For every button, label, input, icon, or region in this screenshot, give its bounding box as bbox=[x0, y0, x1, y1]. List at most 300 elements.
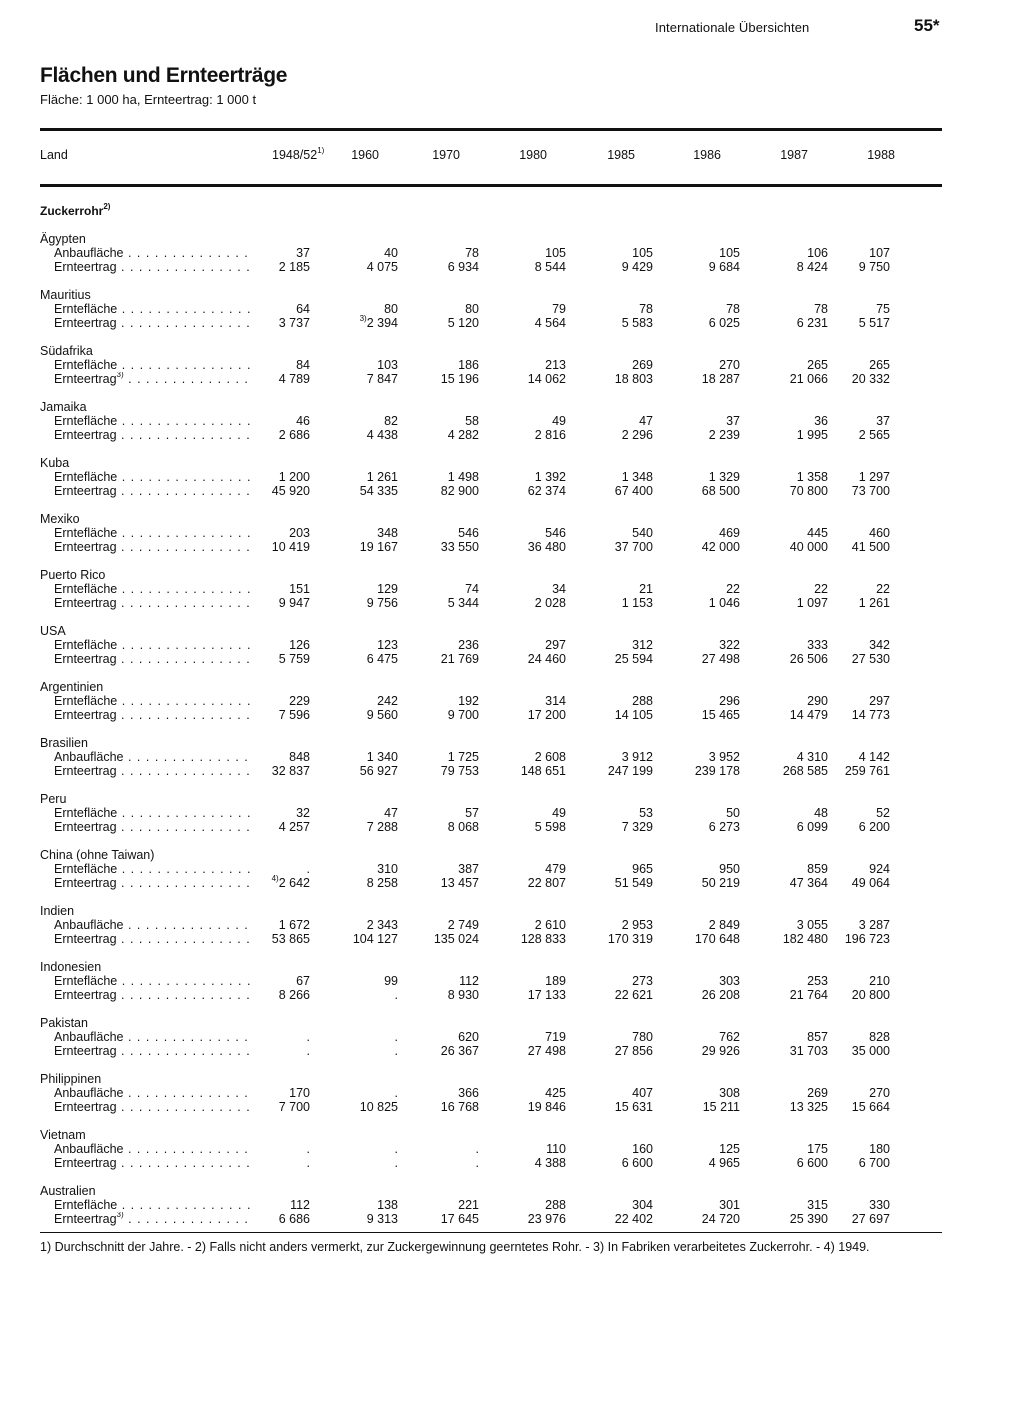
row-label: Anbaufläche . . . bbox=[54, 1030, 250, 1044]
table-cell: 269 bbox=[632, 358, 653, 372]
table-cell: 296 bbox=[719, 694, 740, 708]
table-cell: 242 bbox=[377, 694, 398, 708]
table-cell: 17 645 bbox=[440, 1212, 479, 1226]
row-label: Ernteertrag . . . bbox=[54, 988, 250, 1002]
table-cell: 270 bbox=[869, 1086, 890, 1100]
table-cell: 106 bbox=[807, 246, 828, 260]
table-cell: 6 600 bbox=[796, 1156, 828, 1170]
table-cell: 1 672 bbox=[278, 918, 310, 932]
row-label: Ernteertrag . . . bbox=[54, 1156, 250, 1170]
table-cell: 2 610 bbox=[534, 918, 566, 932]
table-cell: . bbox=[394, 1156, 398, 1170]
country-name: Kuba bbox=[40, 456, 70, 470]
table-row bbox=[0, 1212, 1024, 1227]
row-label: Ernteertrag . . . bbox=[54, 820, 250, 834]
country-name: Pakistan bbox=[40, 1016, 88, 1030]
table-cell: 546 bbox=[458, 526, 479, 540]
row-label: Erntefläche . . . bbox=[54, 638, 250, 652]
table-cell: 546 bbox=[545, 526, 566, 540]
table-cell: 27 498 bbox=[527, 1044, 566, 1058]
table-cell: . bbox=[306, 1030, 310, 1044]
table-cell: . bbox=[394, 988, 398, 1002]
table-row bbox=[0, 316, 1024, 331]
table-cell: 99 bbox=[384, 974, 398, 988]
table-cell: 27 697 bbox=[851, 1212, 890, 1226]
table-cell: 247 199 bbox=[607, 764, 653, 778]
table-row bbox=[0, 820, 1024, 835]
table-cell: 24 720 bbox=[701, 1212, 740, 1226]
table-row bbox=[0, 806, 1024, 821]
country-block bbox=[0, 792, 1024, 848]
country-block bbox=[0, 568, 1024, 624]
table-cell: 4 564 bbox=[534, 316, 566, 330]
table-cell: 848 bbox=[289, 750, 310, 764]
table-cell: 6 600 bbox=[621, 1156, 653, 1170]
table-cell: 36 480 bbox=[527, 540, 566, 554]
table-cell: 40 bbox=[384, 246, 398, 260]
table-cell: 135 024 bbox=[433, 932, 479, 946]
footnote: 1) Durchschnitt der Jahre. - 2) Falls nicht anders vermerkt, zur Zuckergewinnung geerntetes Rohr. - 3) In Fabriken verarbeitetes Zuckerrohr. - 4) 1949. bbox=[40, 1240, 870, 1254]
table-row bbox=[0, 302, 1024, 317]
table-cell: 6 475 bbox=[366, 652, 398, 666]
table-row bbox=[0, 988, 1024, 1003]
table-cell: 54 335 bbox=[359, 484, 398, 498]
table-cell: 31 703 bbox=[789, 1044, 828, 1058]
country-name: Philippinen bbox=[40, 1072, 102, 1086]
table-cell: 3 737 bbox=[278, 316, 310, 330]
table-row bbox=[0, 484, 1024, 499]
table-cell: 407 bbox=[632, 1086, 653, 1100]
table-cell: 5 517 bbox=[858, 316, 890, 330]
table-row bbox=[0, 638, 1024, 653]
table-cell: 74 bbox=[465, 582, 479, 596]
table-cell: 15 631 bbox=[614, 1100, 653, 1114]
table-cell: 5 120 bbox=[447, 316, 479, 330]
table-cell: 9 750 bbox=[858, 260, 890, 274]
table-cell: 51 549 bbox=[614, 876, 653, 890]
table-cell: 445 bbox=[807, 526, 828, 540]
table-cell: 315 bbox=[807, 1198, 828, 1212]
table-cell: 5 598 bbox=[534, 820, 566, 834]
table-cell: . bbox=[306, 1044, 310, 1058]
table-cell: 46 bbox=[296, 414, 310, 428]
row-label: Ernteertrag . . . bbox=[54, 708, 250, 722]
table-cell: . bbox=[394, 1030, 398, 1044]
table-cell: 1 153 bbox=[621, 596, 653, 610]
table-cell: 1 097 bbox=[796, 596, 828, 610]
table-cell: 9 560 bbox=[366, 708, 398, 722]
table-cell: 37 bbox=[296, 246, 310, 260]
table-cell: 160 bbox=[632, 1142, 653, 1156]
table-cell: 14 773 bbox=[851, 708, 890, 722]
row-label: Anbaufläche . . . bbox=[54, 918, 250, 932]
page-title: Flächen und Ernteerträge bbox=[40, 64, 288, 87]
table-cell: 50 219 bbox=[701, 876, 740, 890]
table-cell: 75 bbox=[876, 302, 890, 316]
country-block bbox=[0, 400, 1024, 456]
row-label: Ernteertrag$^{3)}$ . . . bbox=[54, 1212, 250, 1226]
table-cell: 330 bbox=[869, 1198, 890, 1212]
table-cell: 107 bbox=[869, 246, 890, 260]
table-cell: 84 bbox=[296, 358, 310, 372]
table-cell: 4 789 bbox=[278, 372, 310, 386]
table-row bbox=[0, 582, 1024, 597]
table-cell: $^{4)}$2 642 bbox=[271, 874, 310, 890]
table-cell: 221 bbox=[458, 1198, 479, 1212]
table-cell: 18 803 bbox=[614, 372, 653, 386]
country-block bbox=[0, 624, 1024, 680]
country-name: Mauritius bbox=[40, 288, 91, 302]
table-cell: 26 208 bbox=[701, 988, 740, 1002]
table-cell: 37 bbox=[726, 414, 740, 428]
country-name: Südafrika bbox=[40, 344, 93, 358]
country-name: Puerto Rico bbox=[40, 568, 106, 582]
row-label: Ernteertrag . . . bbox=[54, 652, 250, 666]
table-cell: 1 348 bbox=[621, 470, 653, 484]
table-cell: 4 257 bbox=[278, 820, 310, 834]
table-cell: 965 bbox=[632, 862, 653, 876]
table-cell: 2 849 bbox=[708, 918, 740, 932]
table-cell: 58 bbox=[465, 414, 479, 428]
table-cell: 79 753 bbox=[440, 764, 479, 778]
table-row bbox=[0, 1044, 1024, 1059]
table-cell: 1 046 bbox=[708, 596, 740, 610]
country-block bbox=[0, 848, 1024, 904]
table-cell: 229 bbox=[289, 694, 310, 708]
table-cell: 22 402 bbox=[614, 1212, 653, 1226]
table-cell: 170 319 bbox=[607, 932, 653, 946]
table-cell: 49 bbox=[552, 806, 566, 820]
table-cell: 2 296 bbox=[621, 428, 653, 442]
table-row bbox=[0, 764, 1024, 779]
table-cell: 719 bbox=[545, 1030, 566, 1044]
table-cell: 79 bbox=[552, 302, 566, 316]
table-cell: 37 700 bbox=[614, 540, 653, 554]
table-cell: 57 bbox=[465, 806, 479, 820]
table-row bbox=[0, 862, 1024, 877]
table-cell: 128 833 bbox=[520, 932, 566, 946]
table-cell: 4 438 bbox=[366, 428, 398, 442]
table-cell: 210 bbox=[869, 974, 890, 988]
table-cell: 297 bbox=[869, 694, 890, 708]
table-cell: 32 837 bbox=[271, 764, 310, 778]
table-cell: 21 bbox=[639, 582, 653, 596]
table-cell: 19 846 bbox=[527, 1100, 566, 1114]
table-cell: 13 325 bbox=[789, 1100, 828, 1114]
row-label: Ernteertrag . . . bbox=[54, 764, 250, 778]
country-block bbox=[0, 512, 1024, 568]
table-row bbox=[0, 1100, 1024, 1115]
table-cell: 288 bbox=[545, 1198, 566, 1212]
country-name: Australien bbox=[40, 1184, 96, 1198]
table-cell: 151 bbox=[289, 582, 310, 596]
table-cell: 540 bbox=[632, 526, 653, 540]
table-cell: 1 725 bbox=[447, 750, 479, 764]
table-cell: 1 995 bbox=[796, 428, 828, 442]
table-row bbox=[0, 540, 1024, 555]
row-label: Anbaufläche . . . bbox=[54, 246, 250, 260]
column-header: 1980 bbox=[519, 148, 547, 162]
table-header-rule bbox=[40, 184, 942, 187]
table-cell: 5 759 bbox=[278, 652, 310, 666]
table-cell: 27 498 bbox=[701, 652, 740, 666]
table-row bbox=[0, 246, 1024, 261]
table-cell: 17 200 bbox=[527, 708, 566, 722]
table-cell: 5 583 bbox=[621, 316, 653, 330]
country-block bbox=[0, 344, 1024, 400]
column-header: 1987 bbox=[780, 148, 808, 162]
table-cell: 6 273 bbox=[708, 820, 740, 834]
table-cell: 20 332 bbox=[851, 372, 890, 386]
table-cell: 180 bbox=[869, 1142, 890, 1156]
table-bottom-rule bbox=[40, 1232, 942, 1233]
table-cell: 342 bbox=[869, 638, 890, 652]
table-cell: 2 749 bbox=[447, 918, 479, 932]
row-label: Ernteertrag . . . bbox=[54, 260, 250, 274]
table-cell: 2 608 bbox=[534, 750, 566, 764]
row-label: Ernteertrag . . . bbox=[54, 596, 250, 610]
row-label: Erntefläche . . . bbox=[54, 414, 250, 428]
table-cell: 2 239 bbox=[708, 428, 740, 442]
country-block bbox=[0, 736, 1024, 792]
table-row bbox=[0, 652, 1024, 667]
table-cell: 22 bbox=[814, 582, 828, 596]
table-cell: 620 bbox=[458, 1030, 479, 1044]
table-cell: 170 648 bbox=[694, 932, 740, 946]
table-cell: 78 bbox=[814, 302, 828, 316]
table-cell: 78 bbox=[639, 302, 653, 316]
table-row bbox=[0, 694, 1024, 709]
table-row bbox=[0, 372, 1024, 387]
table-cell: 47 364 bbox=[789, 876, 828, 890]
table-cell: 8 424 bbox=[796, 260, 828, 274]
table-cell: 303 bbox=[719, 974, 740, 988]
table-cell: 14 479 bbox=[789, 708, 828, 722]
table-cell: 1 392 bbox=[534, 470, 566, 484]
row-label: Ernteertrag . . . bbox=[54, 1044, 250, 1058]
table-header bbox=[0, 148, 1024, 166]
table-cell: 6 700 bbox=[858, 1156, 890, 1170]
row-label: Ernteertrag . . . bbox=[54, 484, 250, 498]
table-cell: 14 062 bbox=[527, 372, 566, 386]
table-cell: 253 bbox=[807, 974, 828, 988]
table-cell: 17 133 bbox=[527, 988, 566, 1002]
table-cell: 762 bbox=[719, 1030, 740, 1044]
row-label: Erntefläche . . . bbox=[54, 694, 250, 708]
country-name: Argentinien bbox=[40, 680, 104, 694]
table-cell: 32 bbox=[296, 806, 310, 820]
table-cell: 36 bbox=[814, 414, 828, 428]
table-top-rule bbox=[40, 128, 942, 131]
table-cell: 290 bbox=[807, 694, 828, 708]
table-cell: 126 bbox=[289, 638, 310, 652]
table-cell: 22 bbox=[726, 582, 740, 596]
table-cell: 103 bbox=[377, 358, 398, 372]
table-cell: 2 028 bbox=[534, 596, 566, 610]
table-cell: 138 bbox=[377, 1198, 398, 1212]
country-block bbox=[0, 288, 1024, 344]
table-cell: 9 429 bbox=[621, 260, 653, 274]
table-cell: 19 167 bbox=[359, 540, 398, 554]
table-cell: 4 075 bbox=[366, 260, 398, 274]
table-cell: 80 bbox=[384, 302, 398, 316]
table-cell: 4 310 bbox=[796, 750, 828, 764]
table-cell: 8 544 bbox=[534, 260, 566, 274]
table-cell: 4 142 bbox=[858, 750, 890, 764]
table-cell: 53 bbox=[639, 806, 653, 820]
country-block bbox=[0, 1072, 1024, 1128]
table-cell: 259 761 bbox=[844, 764, 890, 778]
country-block bbox=[0, 232, 1024, 288]
table-cell: 7 596 bbox=[278, 708, 310, 722]
table-cell: 236 bbox=[458, 638, 479, 652]
table-cell: 3 912 bbox=[621, 750, 653, 764]
table-cell: 8 258 bbox=[366, 876, 398, 890]
table-cell: 6 099 bbox=[796, 820, 828, 834]
table-cell: 2 343 bbox=[366, 918, 398, 932]
table-cell: 8 930 bbox=[447, 988, 479, 1002]
table-cell: 29 926 bbox=[701, 1044, 740, 1058]
table-cell: 23 976 bbox=[527, 1212, 566, 1226]
table-cell: 859 bbox=[807, 862, 828, 876]
row-label: Erntefläche . . . bbox=[54, 302, 250, 316]
row-label: Ernteertrag . . . bbox=[54, 932, 250, 946]
table-row bbox=[0, 260, 1024, 275]
table-cell: 7 700 bbox=[278, 1100, 310, 1114]
table-cell: 22 621 bbox=[614, 988, 653, 1002]
table-cell: 924 bbox=[869, 862, 890, 876]
table-row bbox=[0, 708, 1024, 723]
table-cell: 25 390 bbox=[789, 1212, 828, 1226]
table-cell: 49 064 bbox=[851, 876, 890, 890]
table-cell: . bbox=[306, 1156, 310, 1170]
table-cell: 213 bbox=[545, 358, 566, 372]
table-row bbox=[0, 876, 1024, 891]
table-cell: 22 bbox=[876, 582, 890, 596]
table-cell: 301 bbox=[719, 1198, 740, 1212]
table-cell: 460 bbox=[869, 526, 890, 540]
table-cell: . bbox=[394, 1142, 398, 1156]
table-cell: 1 261 bbox=[366, 470, 398, 484]
table-cell: 2 953 bbox=[621, 918, 653, 932]
country-block bbox=[0, 1128, 1024, 1184]
country-name: Indonesien bbox=[40, 960, 102, 974]
table-cell: 62 374 bbox=[527, 484, 566, 498]
table-cell: 52 bbox=[876, 806, 890, 820]
table-cell: 9 700 bbox=[447, 708, 479, 722]
country-name: Ägypten bbox=[40, 232, 86, 246]
country-block bbox=[0, 456, 1024, 512]
row-label: Anbaufläche . . . bbox=[54, 1142, 250, 1156]
table-cell: 10 419 bbox=[271, 540, 310, 554]
table-row bbox=[0, 1030, 1024, 1045]
table-cell: 9 684 bbox=[708, 260, 740, 274]
row-label: Erntefläche . . . bbox=[54, 974, 250, 988]
table-cell: 125 bbox=[719, 1142, 740, 1156]
row-label: Ernteertrag . . . bbox=[54, 428, 250, 442]
table-cell: 1 329 bbox=[708, 470, 740, 484]
table-cell: 27 530 bbox=[851, 652, 890, 666]
table-cell: 239 178 bbox=[694, 764, 740, 778]
table-cell: 312 bbox=[632, 638, 653, 652]
country-name: Indien bbox=[40, 904, 75, 918]
country-name: China (ohne Taiwan) bbox=[40, 848, 155, 862]
table-cell: 68 500 bbox=[701, 484, 740, 498]
table-cell: 322 bbox=[719, 638, 740, 652]
table-row bbox=[0, 974, 1024, 989]
row-label: Erntefläche . . . bbox=[54, 1198, 250, 1212]
table-cell: 4 388 bbox=[534, 1156, 566, 1170]
table-cell: 1 498 bbox=[447, 470, 479, 484]
table-cell: 40 000 bbox=[789, 540, 828, 554]
table-cell: 105 bbox=[545, 246, 566, 260]
table-cell: 6 200 bbox=[858, 820, 890, 834]
table-cell: 78 bbox=[465, 246, 479, 260]
page-number: 55* bbox=[914, 16, 940, 35]
table-cell: 2 816 bbox=[534, 428, 566, 442]
table-row bbox=[0, 1198, 1024, 1213]
table-cell: 49 bbox=[552, 414, 566, 428]
country-block bbox=[0, 1016, 1024, 1072]
column-header: 1948/52$^{1)}$ bbox=[272, 146, 325, 162]
table-cell: 297 bbox=[545, 638, 566, 652]
table-cell: 425 bbox=[545, 1086, 566, 1100]
table-cell: 15 465 bbox=[701, 708, 740, 722]
table-cell: 64 bbox=[296, 302, 310, 316]
table-cell: 41 500 bbox=[851, 540, 890, 554]
table-cell: 47 bbox=[639, 414, 653, 428]
column-header: 1988 bbox=[867, 148, 895, 162]
row-label: Erntefläche . . . bbox=[54, 862, 250, 876]
table-cell: 42 000 bbox=[701, 540, 740, 554]
table-cell: 269 bbox=[807, 1086, 828, 1100]
column-header: 1986 bbox=[693, 148, 721, 162]
table-cell: 104 127 bbox=[352, 932, 398, 946]
table-cell: 18 287 bbox=[701, 372, 740, 386]
table-cell: 265 bbox=[869, 358, 890, 372]
table-cell: 13 457 bbox=[440, 876, 479, 890]
table-cell: 196 723 bbox=[844, 932, 890, 946]
table-cell: 8 266 bbox=[278, 988, 310, 1002]
table-row bbox=[0, 470, 1024, 485]
table-cell: 1 200 bbox=[278, 470, 310, 484]
table-cell: 4 965 bbox=[708, 1156, 740, 1170]
row-label: Erntefläche . . . bbox=[54, 470, 250, 484]
table-cell: 1 340 bbox=[366, 750, 398, 764]
country-block bbox=[0, 960, 1024, 1016]
table-cell: 24 460 bbox=[527, 652, 566, 666]
table-cell: 2 565 bbox=[858, 428, 890, 442]
country-name: Peru bbox=[40, 792, 67, 806]
row-label: Erntefläche . . . bbox=[54, 806, 250, 820]
row-label: Ernteertrag . . . bbox=[54, 1100, 250, 1114]
table-cell: 148 651 bbox=[520, 764, 566, 778]
table-cell: 50 bbox=[726, 806, 740, 820]
table-cell: 387 bbox=[458, 862, 479, 876]
table-cell: 9 756 bbox=[366, 596, 398, 610]
table-cell: 21 066 bbox=[789, 372, 828, 386]
table-cell: 9 313 bbox=[366, 1212, 398, 1226]
row-label: Ernteertrag$^{3)}$ . . . bbox=[54, 372, 250, 386]
table-cell: 67 400 bbox=[614, 484, 653, 498]
country-name: Brasilien bbox=[40, 736, 88, 750]
table-cell: 273 bbox=[632, 974, 653, 988]
table-cell: 78 bbox=[726, 302, 740, 316]
table-cell: 56 927 bbox=[359, 764, 398, 778]
page-subtitle: Fläche: 1 000 ha, Ernteertrag: 1 000 t bbox=[40, 92, 257, 107]
row-label: Ernteertrag . . . bbox=[54, 540, 250, 554]
table-cell: 70 800 bbox=[789, 484, 828, 498]
